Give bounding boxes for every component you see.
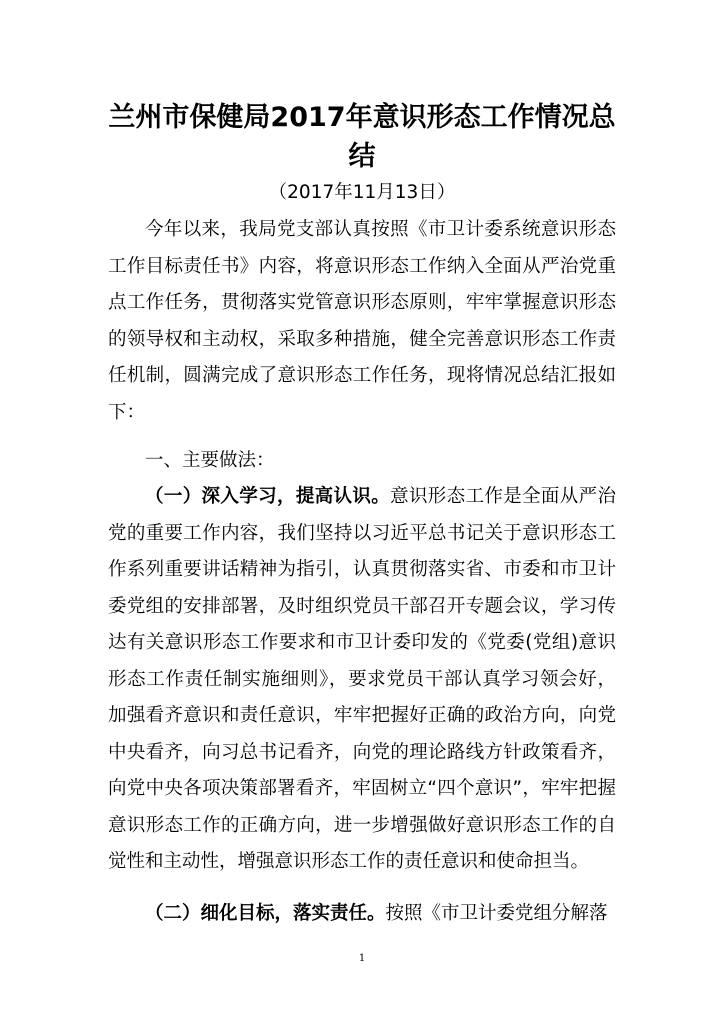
- document-title: 兰州市保健局2017年意识形态工作情况总结: [108, 102, 616, 172]
- item-two-heading: （二）细化目标，落实责任。: [145, 903, 386, 924]
- intro-paragraph: 今年以来，我局党支部认真按照《市卫计委系统意识形态工作目标责任书》内容，将意识形态工作纳入全面从严治党重点工作任务，贯彻落实党管意识形态原则，牢牢掌握意识形态的领导权和主动权，采取多种措施，健全完善意识形态工作责任机制，圆满完成了意识形态工作任务，现将情况总结汇报如下：: [108, 219, 616, 423]
- item-one-heading: （一）深入学习，提高认识。: [145, 486, 391, 507]
- section-heading: 一、主要做法：: [145, 450, 275, 471]
- item-two-paragraph: [108, 896, 616, 933]
- page-number: 1: [358, 953, 366, 964]
- item-two-body: 按照《市卫计委党组分解落: [385, 903, 608, 924]
- item-one-body: 意识形态工作是全面从严治党的重要工作内容，我们坚持以习近平总书记关于意识形态工作系列重要讲话精神为指引，认真贯彻落实省、市委和市卫计委党组的安排部署，及时组织党员干部召开专题会议，学习传达有关意识形态工作要求和市卫计委印发的《党委(党组)意识形态工作责任制实施细则》，要求党员干部认真学习领会好，加强看齐意识和责任意识，牢牢把握好正确的政治方向，向党中央看齐，向习总书记看齐，向党的理论路线方针政策看齐，向党中央各项决策部署看齐，牢固树立“四个意识”，牢牢把握意识形态工作的正确方向，进一步增强做好意识形态工作的自觉性和主动性，增强意识形态工作的责任意识和使命担当。: [108, 486, 616, 872]
- item-one-paragraph: [108, 479, 616, 881]
- document-date: （2017年11月13日）: [268, 182, 456, 203]
